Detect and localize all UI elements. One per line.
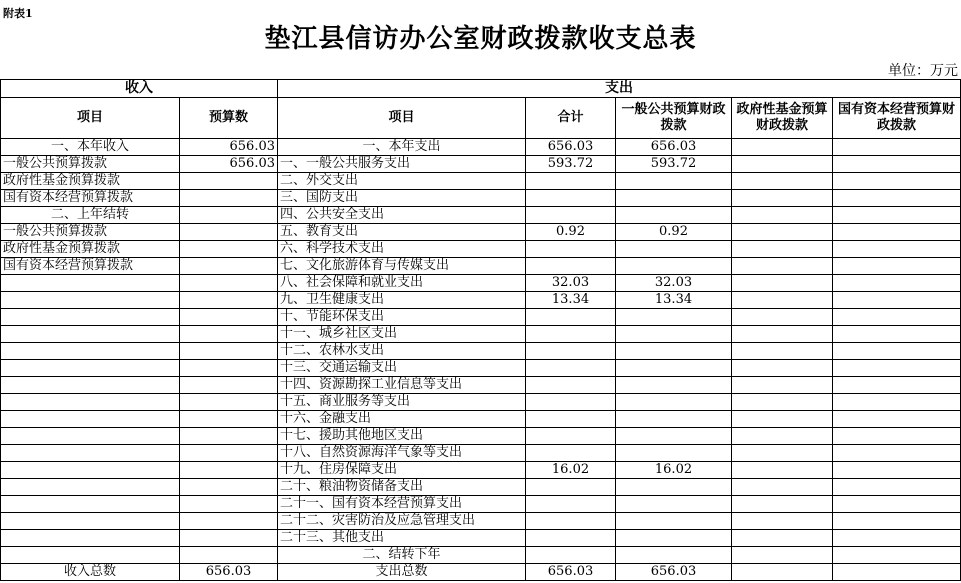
income-value-cell xyxy=(180,513,278,530)
expense-total-value: 656.03 xyxy=(526,564,616,581)
expense-total-cell xyxy=(526,479,616,496)
state-capital-cell xyxy=(833,496,961,513)
state-capital-cell xyxy=(833,394,961,411)
section-header-row xyxy=(1,80,961,98)
income-item-cell: 国有资本经营预算拨款 xyxy=(1,258,180,275)
income-value-cell xyxy=(180,377,278,394)
fund-budget-cell xyxy=(732,309,833,326)
income-item-cell xyxy=(1,513,180,530)
income-value-cell xyxy=(180,479,278,496)
general-budget-cell xyxy=(616,445,732,462)
state-capital-cell xyxy=(833,360,961,377)
fund-budget-cell xyxy=(732,343,833,360)
expense-item-cell: 九、卫生健康支出 xyxy=(278,292,526,309)
income-item-cell xyxy=(1,428,180,445)
income-value-cell xyxy=(180,343,278,360)
expense-item-cell: 二、外交支出 xyxy=(278,173,526,190)
table-row xyxy=(1,530,961,547)
general-budget-cell xyxy=(616,377,732,394)
expense-item-cell: 二十、粮油物资储备支出 xyxy=(278,479,526,496)
expense-total-cell xyxy=(526,360,616,377)
income-item-cell: 政府性基金预算拨款 xyxy=(1,241,180,258)
income-value-cell xyxy=(180,292,278,309)
income-total-label: 收入总数 xyxy=(1,564,180,581)
general-budget-cell xyxy=(616,258,732,275)
expense-total-cell xyxy=(526,258,616,275)
fund-budget-cell xyxy=(732,428,833,445)
general-budget-cell xyxy=(616,360,732,377)
expense-section-header: 支出 xyxy=(278,80,961,98)
income-item-cell: 二、上年结转 xyxy=(1,207,180,224)
income-item-cell xyxy=(1,445,180,462)
income-value-cell xyxy=(180,241,278,258)
column-header-row xyxy=(1,98,961,139)
expense-total-cell: 593.72 xyxy=(526,156,616,173)
expense-total-cell xyxy=(526,326,616,343)
income-value-cell xyxy=(180,394,278,411)
expense-total-cell xyxy=(526,411,616,428)
table-row xyxy=(1,309,961,326)
table-row xyxy=(1,462,961,479)
fund-budget-cell xyxy=(732,241,833,258)
income-item-cell xyxy=(1,292,180,309)
income-value-cell xyxy=(180,326,278,343)
expense-total-label: 支出总数 xyxy=(278,564,526,581)
income-value-cell xyxy=(180,173,278,190)
income-value-cell xyxy=(180,428,278,445)
state-capital-cell xyxy=(833,377,961,394)
expense-total-cell: 0.92 xyxy=(526,224,616,241)
income-value-cell xyxy=(180,207,278,224)
expense-total-cell: 656.03 xyxy=(526,139,616,156)
state-capital-cell xyxy=(833,241,961,258)
income-item-cell: 国有资本经营预算拨款 xyxy=(1,190,180,207)
income-value-cell: 656.03 xyxy=(180,156,278,173)
general-budget-cell xyxy=(616,496,732,513)
state-capital-cell xyxy=(833,513,961,530)
general-budget-cell xyxy=(616,479,732,496)
income-value-cell xyxy=(180,462,278,479)
state-total-value xyxy=(833,564,961,581)
income-item-cell xyxy=(1,360,180,377)
table-row xyxy=(1,139,961,156)
table-row xyxy=(1,394,961,411)
fund-budget-cell xyxy=(732,156,833,173)
income-item-cell: 一般公共预算拨款 xyxy=(1,156,180,173)
state-capital-cell xyxy=(833,139,961,156)
state-capital-cell xyxy=(833,258,961,275)
expense-total-cell xyxy=(526,445,616,462)
income-value-cell xyxy=(180,496,278,513)
table-row xyxy=(1,326,961,343)
state-capital-cell xyxy=(833,173,961,190)
income-value-cell xyxy=(180,309,278,326)
fund-budget-cell xyxy=(732,258,833,275)
totals-row xyxy=(1,564,961,581)
expense-total-cell xyxy=(526,241,616,258)
fund-budget-cell xyxy=(732,445,833,462)
state-capital-cell xyxy=(833,479,961,496)
table-row xyxy=(1,479,961,496)
general-budget-cell xyxy=(616,547,732,564)
general-budget-cell xyxy=(616,173,732,190)
expense-total-cell xyxy=(526,547,616,564)
income-item-cell xyxy=(1,377,180,394)
income-item-cell xyxy=(1,411,180,428)
expense-total-cell xyxy=(526,173,616,190)
fund-budget-cell xyxy=(732,139,833,156)
budget-table xyxy=(0,79,961,581)
expense-item-cell: 三、国防支出 xyxy=(278,190,526,207)
table-row xyxy=(1,258,961,275)
general-budget-cell: 593.72 xyxy=(616,156,732,173)
table-row xyxy=(1,496,961,513)
income-item-cell xyxy=(1,275,180,292)
state-capital-cell xyxy=(833,224,961,241)
income-item-cell xyxy=(1,496,180,513)
expense-item-cell: 十七、援助其他地区支出 xyxy=(278,428,526,445)
expense-total-cell xyxy=(526,377,616,394)
general-budget-cell xyxy=(616,513,732,530)
expense-total-cell xyxy=(526,190,616,207)
state-capital-cell xyxy=(833,445,961,462)
expense-item-cell: 十六、金融支出 xyxy=(278,411,526,428)
general-budget-cell: 656.03 xyxy=(616,139,732,156)
income-value-cell xyxy=(180,258,278,275)
income-total-value: 656.03 xyxy=(180,564,278,581)
expense-total-header: 合计 xyxy=(526,98,616,139)
expense-item-cell: 五、教育支出 xyxy=(278,224,526,241)
general-budget-cell xyxy=(616,190,732,207)
income-item-header: 项目 xyxy=(1,98,180,139)
expense-item-cell: 六、科学技术支出 xyxy=(278,241,526,258)
table-row xyxy=(1,173,961,190)
table-row xyxy=(1,360,961,377)
fund-budget-cell xyxy=(732,275,833,292)
fund-budget-cell xyxy=(732,326,833,343)
general-budget-cell: 16.02 xyxy=(616,462,732,479)
fund-budget-cell xyxy=(732,496,833,513)
expense-total-cell xyxy=(526,428,616,445)
fund-budget-cell xyxy=(732,360,833,377)
table-row xyxy=(1,547,961,564)
state-capital-cell xyxy=(833,156,961,173)
income-item-cell xyxy=(1,530,180,547)
income-item-cell xyxy=(1,309,180,326)
state-capital-cell xyxy=(833,275,961,292)
income-value-cell: 656.03 xyxy=(180,139,278,156)
fund-budget-header: 政府性基金预算财政拨款 xyxy=(732,98,833,139)
general-budget-cell xyxy=(616,326,732,343)
table-row xyxy=(1,445,961,462)
income-item-cell xyxy=(1,547,180,564)
expense-total-cell: 13.34 xyxy=(526,292,616,309)
table-row xyxy=(1,292,961,309)
expense-total-cell xyxy=(526,513,616,530)
income-value-cell xyxy=(180,224,278,241)
income-item-cell: 一般公共预算拨款 xyxy=(1,224,180,241)
expense-total-cell xyxy=(526,309,616,326)
state-capital-cell xyxy=(833,547,961,564)
expense-total-cell xyxy=(526,343,616,360)
unit-label: 单位：万元 xyxy=(888,63,958,79)
fund-total-value xyxy=(732,564,833,581)
state-capital-cell xyxy=(833,292,961,309)
state-capital-cell xyxy=(833,190,961,207)
general-budget-cell xyxy=(616,530,732,547)
general-budget-cell xyxy=(616,309,732,326)
state-capital-cell xyxy=(833,428,961,445)
fund-budget-cell xyxy=(732,411,833,428)
income-value-cell xyxy=(180,275,278,292)
income-value-cell xyxy=(180,445,278,462)
fund-budget-cell xyxy=(732,513,833,530)
fund-budget-cell xyxy=(732,479,833,496)
table-row xyxy=(1,207,961,224)
fund-budget-cell xyxy=(732,207,833,224)
expense-total-cell: 16.02 xyxy=(526,462,616,479)
expense-item-cell: 十二、农林水支出 xyxy=(278,343,526,360)
table-row xyxy=(1,224,961,241)
income-item-cell xyxy=(1,326,180,343)
income-value-cell xyxy=(180,547,278,564)
state-capital-cell xyxy=(833,530,961,547)
expense-item-header: 项目 xyxy=(278,98,526,139)
fund-budget-cell xyxy=(732,173,833,190)
income-item-cell xyxy=(1,479,180,496)
expense-item-cell: 十八、自然资源海洋气象等支出 xyxy=(278,445,526,462)
expense-item-cell: 十、节能环保支出 xyxy=(278,309,526,326)
general-budget-cell: 13.34 xyxy=(616,292,732,309)
expense-item-cell: 二十三、其他支出 xyxy=(278,530,526,547)
fund-budget-cell xyxy=(732,530,833,547)
income-item-cell: 一、本年收入 xyxy=(1,139,180,156)
expense-item-cell: 二十一、国有资本经营预算支出 xyxy=(278,496,526,513)
expense-item-cell: 八、社会保障和就业支出 xyxy=(278,275,526,292)
table-row xyxy=(1,411,961,428)
expense-item-cell: 十三、交通运输支出 xyxy=(278,360,526,377)
state-capital-header: 国有资本经营预算财政拨款 xyxy=(833,98,961,139)
expense-item-cell: 十九、住房保障支出 xyxy=(278,462,526,479)
table-row xyxy=(1,190,961,207)
table-row xyxy=(1,156,961,173)
annex-label: 附表1 xyxy=(3,7,33,20)
expense-item-cell: 二十二、灾害防治及应急管理支出 xyxy=(278,513,526,530)
fund-budget-cell xyxy=(732,462,833,479)
fund-budget-cell xyxy=(732,224,833,241)
state-capital-cell xyxy=(833,411,961,428)
general-budget-cell: 32.03 xyxy=(616,275,732,292)
table-row xyxy=(1,241,961,258)
income-value-cell xyxy=(180,411,278,428)
income-budget-header: 预算数 xyxy=(180,98,278,139)
table-row xyxy=(1,428,961,445)
expense-item-cell: 四、公共安全支出 xyxy=(278,207,526,224)
general-budget-header: 一般公共预算财政拨款 xyxy=(616,98,732,139)
state-capital-cell xyxy=(833,343,961,360)
expense-total-cell: 32.03 xyxy=(526,275,616,292)
table-row xyxy=(1,377,961,394)
general-total-value: 656.03 xyxy=(616,564,732,581)
table-row xyxy=(1,275,961,292)
income-value-cell xyxy=(180,190,278,207)
expense-total-cell xyxy=(526,207,616,224)
expense-item-cell: 一、一般公共服务支出 xyxy=(278,156,526,173)
fund-budget-cell xyxy=(732,190,833,207)
expense-item-cell: 七、文化旅游体育与传媒支出 xyxy=(278,258,526,275)
general-budget-cell xyxy=(616,241,732,258)
fund-budget-cell xyxy=(732,292,833,309)
general-budget-cell xyxy=(616,411,732,428)
expense-item-cell: 十一、城乡社区支出 xyxy=(278,326,526,343)
income-item-cell: 政府性基金预算拨款 xyxy=(1,173,180,190)
general-budget-cell xyxy=(616,428,732,445)
income-value-cell xyxy=(180,360,278,377)
income-section-header: 收入 xyxy=(1,80,278,98)
fund-budget-cell xyxy=(732,394,833,411)
income-item-cell xyxy=(1,462,180,479)
general-budget-cell: 0.92 xyxy=(616,224,732,241)
expense-item-cell: 十四、资源勘探工业信息等支出 xyxy=(278,377,526,394)
table-row xyxy=(1,513,961,530)
state-capital-cell xyxy=(833,207,961,224)
income-item-cell xyxy=(1,343,180,360)
fund-budget-cell xyxy=(732,547,833,564)
expense-total-cell xyxy=(526,496,616,513)
expense-total-cell xyxy=(526,530,616,547)
expense-total-cell xyxy=(526,394,616,411)
state-capital-cell xyxy=(833,309,961,326)
page-title: 垫江县信访办公室财政拨款收支总表 xyxy=(264,24,697,54)
income-value-cell xyxy=(180,530,278,547)
fund-budget-cell xyxy=(732,377,833,394)
state-capital-cell xyxy=(833,326,961,343)
general-budget-cell xyxy=(616,207,732,224)
expense-item-cell: 二、结转下年 xyxy=(278,547,526,564)
state-capital-cell xyxy=(833,462,961,479)
table-row xyxy=(1,343,961,360)
general-budget-cell xyxy=(616,394,732,411)
general-budget-cell xyxy=(616,343,732,360)
income-item-cell xyxy=(1,394,180,411)
expense-item-cell: 十五、商业服务等支出 xyxy=(278,394,526,411)
expense-item-cell: 一、本年支出 xyxy=(278,139,526,156)
